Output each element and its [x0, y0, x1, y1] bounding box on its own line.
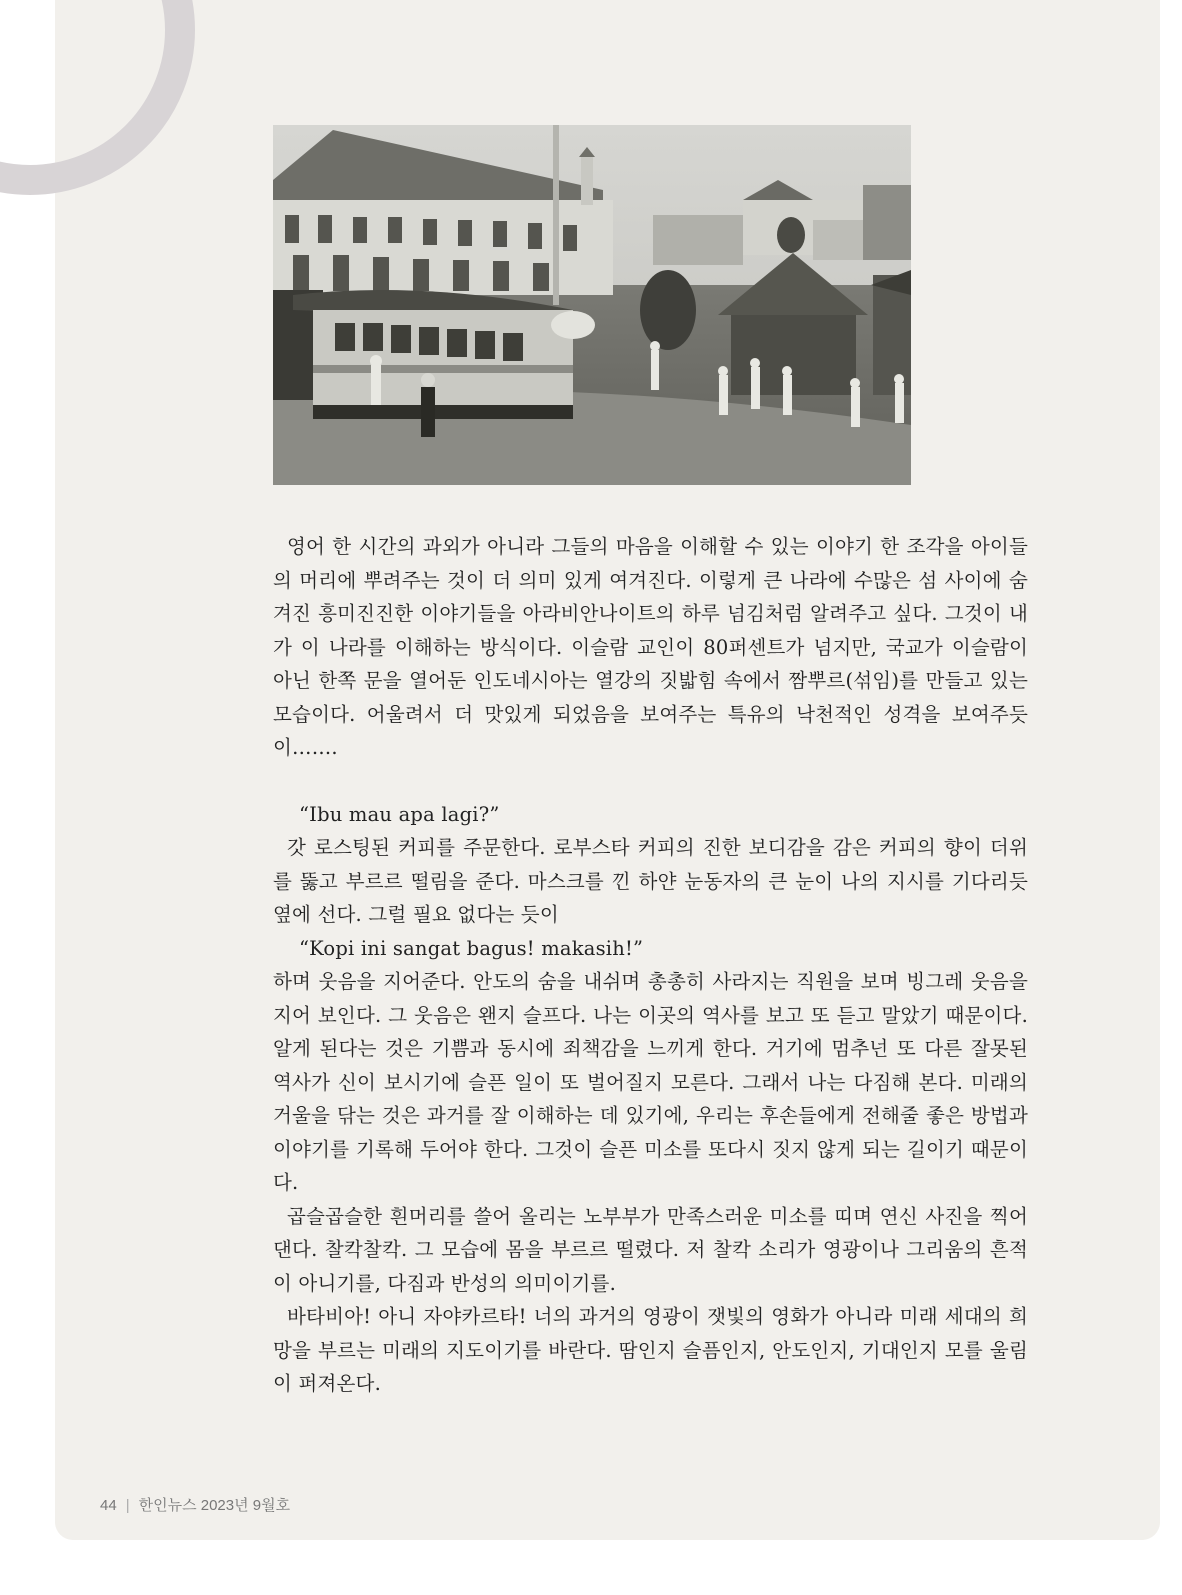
publication-title: 한인뉴스 2023년 9월호 [138, 1497, 291, 1514]
article-body [273, 530, 1028, 1401]
paragraph-3: 하며 웃음을 지어준다. 안도의 숨을 내쉬며 총총히 사라지는 직원을 보며 빙그레 웃음을 지어 보인다. 그 웃음은 왠지 슬프다. 나는 이곳의 역사를 보고 또 듣고 말았기 때문이다. 알게 된다는 것은 기쁨과 동시에 죄책감을 느끼게 한다. 거기에 멈추넌 또 다른 잘못된 역사가 신이 보시기에 슬픈 일이 또 벌어질지 모른다. 그래서 나는 다짐해 본다. 미래의 거울을 닦는 것은 과거를 잘 이해하는 데 있기에, 우리는 후손들에게 전해줄 좋은 방법과 이야기를 기록해 두어야 한다. 그것이 슬픈 미소를 또다시 짓지 않게 되는 길이기 때문이다. [273, 970, 1028, 1194]
historic-street-photo [273, 125, 911, 485]
footer-separator: | [125, 1497, 130, 1514]
paragraph-gap [273, 765, 1028, 798]
page-number: 44 [100, 1497, 117, 1514]
paragraph-4: 곱슬곱슬한 흰머리를 쓸어 올리는 노부부가 만족스러운 미소를 띠며 연신 사진을 찍어댄다. 찰칵찰칵. 그 모습에 몸을 부르르 떨렸다. 저 찰칵 소리가 영광이나 그리움의 흔적이 아니기를, 다짐과 반성의 의미이기를. [273, 1204, 1028, 1295]
quote-1: “Ibu mau apa lagi?” [299, 802, 500, 826]
page-footer [100, 1494, 290, 1515]
quote-2: “Kopi ini sangat bagus! makasih!” [299, 936, 644, 960]
paragraph-1: 영어 한 시간의 과외가 아니라 그들의 마음을 이해할 수 있는 이야기 한 조각을 아이들의 머리에 뿌려주는 것이 더 의미 있게 여겨진다. 이렇게 큰 나라에 수많은 섬 사이에 숨겨진 흥미진진한 이야기들을 아라비안나이트의 하루 넘김처럼 알려주고 싶다. 그것이 내가 이 나라를 이해하는 방식이다. 이슬람 교인이 80퍼센트가 넘지만, 국교가 이슬람이 아닌 한쪽 문을 열어둔 인도네시아는 열강의 짓밟힘 속에서 짬뿌르(섞임)를 만들고 있는 모습이다. 어울려서 더 맛있게 되었음을 보여주는 특유의 낙천적인 성격을 보여주듯이……. [273, 535, 1028, 759]
paragraph-2: 갓 로스팅된 커피를 주문한다. 로부스타 커피의 진한 보디감을 감은 커피의 향이 더위를 뚫고 부르르 떨림을 준다. 마스크를 낀 하얀 눈동자의 큰 눈이 나의 지시를 기다리듯 옆에 선다. 그럴 필요 없다는 듯이 [273, 836, 1028, 926]
paragraph-5: 바타비아! 아니 자야카르타! 너의 과거의 영광이 잿빛의 영화가 아니라 미래 세대의 희망을 부르는 미래의 지도이기를 바란다. 땀인지 슬픔인지, 안도인지, 기대인지 모를 울림이 퍼져온다. [273, 1305, 1028, 1395]
